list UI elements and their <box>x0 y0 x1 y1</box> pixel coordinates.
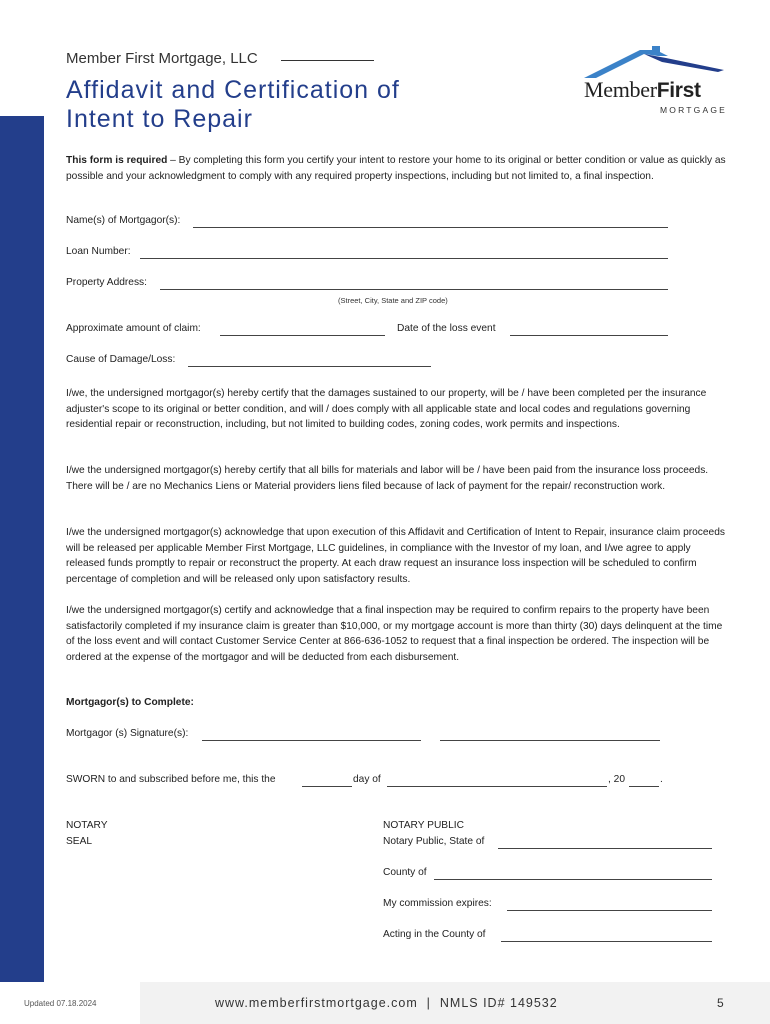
notary-seal-line-2: SEAL <box>66 836 93 847</box>
claim-amount-label: Approximate amount of claim: <box>66 323 201 334</box>
notary-acting-field[interactable] <box>501 941 712 942</box>
notary-public-title: NOTARY PUBLIC <box>383 820 464 831</box>
certification-paragraph-3: I/we the undersigned mortgagor(s) acknowledge that upon execution of this Affidavit and Certification of Intent to Repair, insurance claim proceeds will be released per applicable Member First Mortgage, LLC guidelines, in compliance with the Investor of my loan, and I/we agree to apply released funds promptly to repair or reconstruct the property. At each draw request an insurance loss inspection will be scheduled to confirm percentage of completion and will be released only upon satisfactory results. <box>66 527 725 585</box>
logo-word-member: Member <box>584 77 657 102</box>
notary-county-field[interactable] <box>434 879 712 880</box>
claim-amount-field[interactable] <box>220 335 385 336</box>
loan-number-label: Loan Number: <box>66 246 131 257</box>
mortgagors-label: Name(s) of Mortgagor(s): <box>66 215 181 226</box>
signature-field-2[interactable] <box>440 740 660 741</box>
property-address-field[interactable] <box>160 289 668 290</box>
notary-acting-label: Acting in the County of <box>383 929 486 940</box>
notary-county-label: County of <box>383 867 427 878</box>
certification-paragraph-2: I/we the undersigned mortgagor(s) hereby certify that all bills for materials and labor will be / have been paid from the insurance loss proceeds. There will be / are no Mechanics Liens or Material providers liens filed because of lack of payment for the repair/ reconstruction work. <box>66 465 709 492</box>
title-line-1: Affidavit and Certification of <box>66 76 400 104</box>
property-address-label: Property Address: <box>66 277 147 288</box>
page-number: 5 <box>717 996 724 1010</box>
signature-section-title: Mortgagor(s) to Complete: <box>66 697 194 708</box>
signature-field-1[interactable] <box>202 740 421 741</box>
notary-expires-field[interactable] <box>507 910 712 911</box>
logo-word-first: First <box>656 79 701 102</box>
intro-paragraph <box>66 153 730 184</box>
intro-bold: This form is required <box>66 155 168 166</box>
sworn-day-field[interactable] <box>302 786 352 787</box>
notary-expires-label: My commission expires: <box>383 898 492 909</box>
sworn-month-field[interactable] <box>387 786 607 787</box>
cause-label: Cause of Damage/Loss: <box>66 354 176 365</box>
intro-text: – By completing this form you certify your intent to restore your home to its original or better condition or value as quickly as possible and your acknowledgment to comply with any required property inspections, including but not limited to, a final inspection. <box>66 155 726 182</box>
sworn-year-end: . <box>660 774 663 785</box>
sworn-prefix: SWORN to and subscribed before me, this the <box>66 774 276 785</box>
certification-paragraph-1: I/we, the undersigned mortgagor(s) hereby certify that the damages sustained to our property, will be / have been completed per the insurance adjuster's scope to its original or better condition, and will / does comply with all applicable state and local codes and regulations governing residential repair or reconstruction, including, but not limited to building codes, zoning codes, work permits and inspections. <box>66 388 707 430</box>
title-line-2: Intent to Repair <box>66 105 253 133</box>
footer-website: www.memberfirstmortgage.com | NMLS ID# 149532 <box>215 996 558 1010</box>
cause-field[interactable] <box>188 366 431 367</box>
certification-paragraph-4: I/we the undersigned mortgagor(s) certify and acknowledge that a final inspection may be required to confirm repairs to the property have been satisfactorily completed if my insurance claim is greater than $10,000, or my mortgage account is more than thirty (30) days delinquent at the time of the loss event and will contact Customer Service Center at 866-636-1052 to request that a final inspection be ordered. The inspection will be ordered at the expense of the mortgagor and will be deducted from each disbursement. <box>66 605 723 663</box>
memberfirst-logo <box>578 46 728 118</box>
sworn-year-prefix: , 20 <box>608 774 625 785</box>
logo-subtitle: MORTGAGE <box>660 105 728 115</box>
logo-wordmark <box>584 77 701 103</box>
mortgagors-field[interactable] <box>193 227 668 228</box>
page-title <box>66 76 400 134</box>
address-hint: (Street, City, State and ZIP code) <box>338 296 448 305</box>
sworn-year-field[interactable] <box>629 786 659 787</box>
signature-label: Mortgagor (s) Signature(s): <box>66 728 189 739</box>
updated-date: Updated 07.18.2024 <box>24 999 97 1008</box>
company-rule <box>281 60 374 61</box>
loan-number-field[interactable] <box>140 258 668 259</box>
sworn-day-label: day of <box>353 774 381 785</box>
left-accent-bar <box>0 116 44 982</box>
loss-date-field[interactable] <box>510 335 668 336</box>
loss-date-label: Date of the loss event <box>397 323 496 334</box>
notary-state-field[interactable] <box>498 848 712 849</box>
company-name: Member First Mortgage, LLC <box>66 50 258 67</box>
notary-seal-line-1: NOTARY <box>66 820 108 831</box>
notary-state-label: Notary Public, State of <box>383 836 485 847</box>
